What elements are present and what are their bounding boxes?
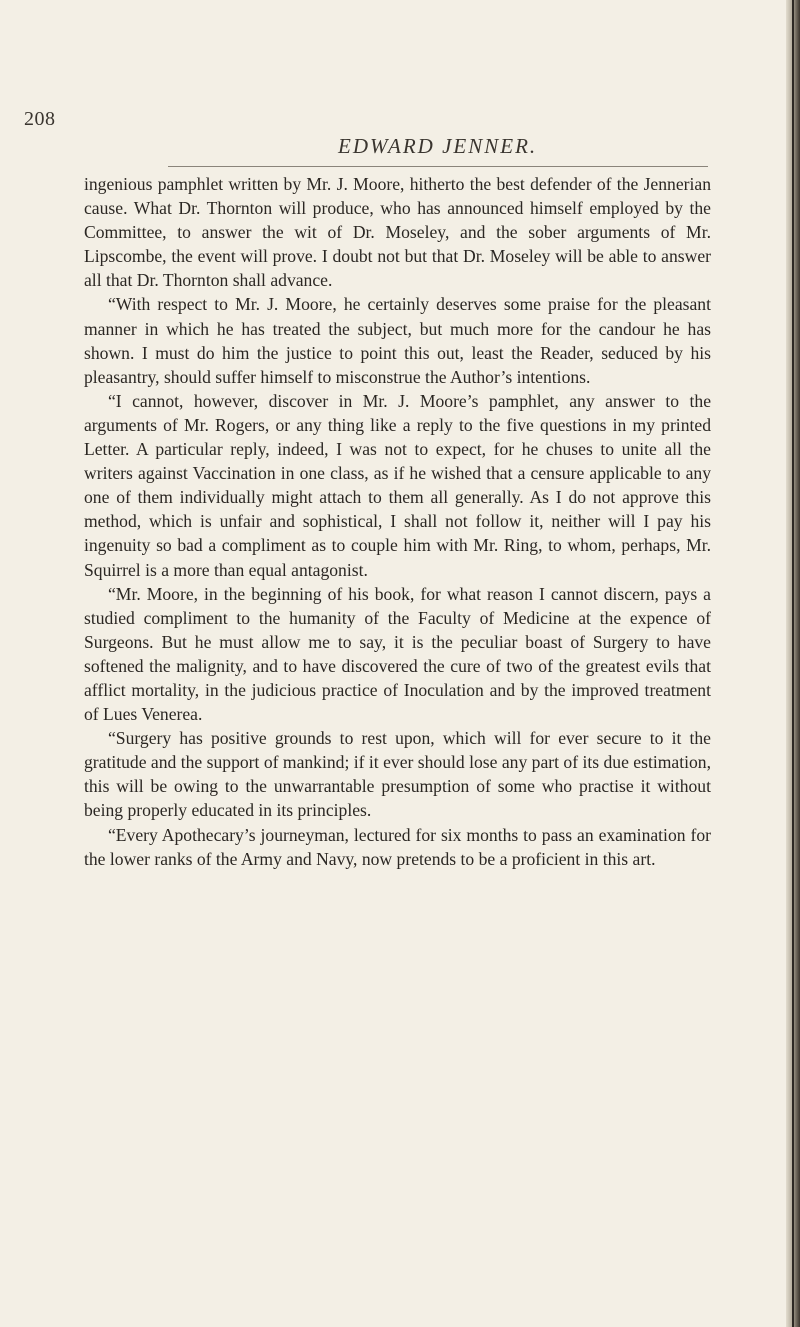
body-text [84, 172, 711, 871]
paragraph: “With respect to Mr. J. Moore, he certainly deserves some praise for the pleasant manner in which he has treated the subject, but much more for the candour he has shown. I must do him the justice to point this out, least the Reader, seduced by his pleasantry, should suffer himself to misconstrue the Author’s intentions. [84, 294, 711, 387]
page-edge-line [792, 0, 794, 1327]
running-head: EDWARD JENNER. [338, 134, 538, 158]
page-number: 208 [24, 108, 56, 130]
paragraph: “Surgery has positive grounds to rest upon, which will for ever secure to it the gratitude and the support of mankind; if it ever should lose any part of its due estimation, this will be owing to the unwarrantable presumption of some who practise it without being properly educated in its principles. [84, 728, 711, 821]
paragraph: “I cannot, however, discover in Mr. J. Moore’s pamphlet, any answer to the arguments of Mr. Rogers, or any thing like a reply to the five questions in my printed Letter. A particular reply, indeed, I was not to expect, for he chuses to unite all the writers against Vaccination in one class, as if he wished that a censure applicable to any one of them individually might attach to them all generally. As I do not approve this method, which is unfair and sophistical, I shall not follow it, neither will I pay his ingenuity so bad a compliment as to couple him with Mr. Ring, to whom, perhaps, Mr. Squirrel is a more than equal antagonist. [84, 390, 711, 580]
header-rule [168, 166, 708, 167]
paragraph: “Mr. Moore, in the beginning of his book, for what reason I cannot discern, pays a studied compliment to the humanity of the Faculty of Medicine at the expence of Surgeons. But he must allow me to say, it is the peculiar boast of Surgery to have softened the malignity, and to have discovered the cure of two of the greatest evils that afflict mortality, in the judicious practice of Inoculation and by the improved treatment of Lues Venerea. [84, 583, 711, 725]
paragraph: ingenious pamphlet written by Mr. J. Moore, hitherto the best defender of the Jennerian cause. What Dr. Thornton will produce, who has announced himself employed by the Committee, to answer the wit of Dr. Moseley, and the sober arguments of Mr. Lipscombe, the event will prove. I doubt not but that Dr. Moseley will be able to answer all that Dr. Thornton shall advance. [84, 174, 711, 291]
paragraph: “Every Apothecary’s journeyman, lectured for six months to pass an examination for the lower ranks of the Army and Navy, now pretends to be a proficient in this art. [84, 824, 711, 869]
page-header [0, 108, 790, 158]
